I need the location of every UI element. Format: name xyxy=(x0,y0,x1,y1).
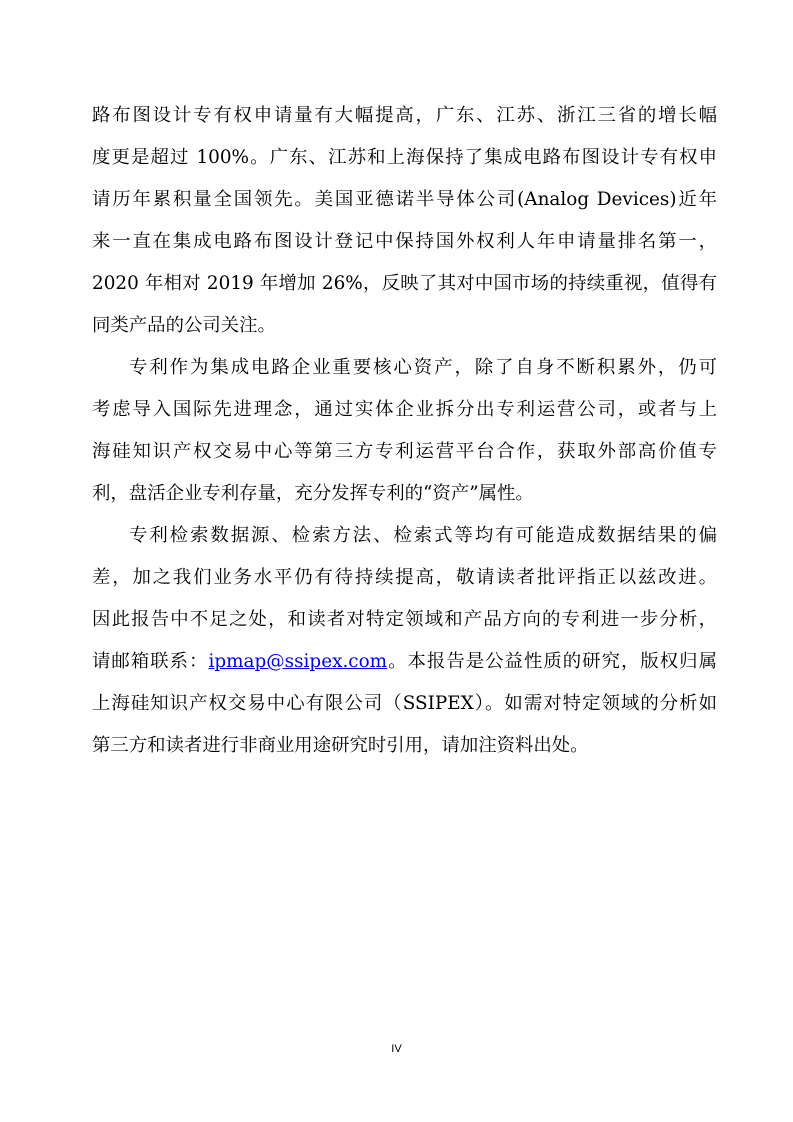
paragraph-2-line-1: 专利作为集成电路企业重要核心资产，除了自身不断积累外，仍可 xyxy=(129,357,717,378)
contact-prefix: 请邮箱联系： xyxy=(92,651,209,672)
paragraph-3-line-1: 专利检索数据源、检索方法、检索式等均有可能造成数据结果的偏 xyxy=(129,525,717,546)
paragraph-1-line-6: 同类产品的公司关注。 xyxy=(92,315,276,336)
paragraph-3-line-6: 第三方和读者进行非商业用途研究时引用，请加注资料出处。 xyxy=(92,735,589,756)
paragraph-3-line-4 xyxy=(92,650,717,674)
paragraph-2-line-2: 考虑导入国际先进理念，通过实体企业拆分出专利运营公司，或者与上 xyxy=(92,399,717,420)
paragraph-1-line-5: 2020 年相对 2019 年增加 26%，反映了其对中国市场的持续重视，值得有 xyxy=(92,273,717,294)
paragraph-1-line-2: 度更是超过 100%。广东、江苏和上海保持了集成电路布图设计专有权申 xyxy=(92,147,717,168)
paragraph-3-line-2: 差，加之我们业务水平仍有待持续提高，敬请读者批评指正以兹改进。 xyxy=(92,567,717,588)
contact-suffix: 。本报告是公益性质的研究，版权归属 xyxy=(387,651,717,672)
paragraph-1-line-1: 路布图设计专有权申请量有大幅提高，广东、江苏、浙江三省的增长幅 xyxy=(92,105,717,126)
paragraph-2-line-3: 海硅知识产权交易中心等第三方专利运营平台合作，获取外部高价值专 xyxy=(92,441,717,462)
paragraph-3-line-5: 上海硅知识产权交易中心有限公司（SSIPEX）。如需对特定领域的分析如 xyxy=(92,693,717,714)
paragraph-1-line-3: 请历年累积量全国领先。美国亚德诺半导体公司(Analog Devices)近年 xyxy=(92,189,717,210)
paragraph-2-line-4: 利，盘活企业专利存量，充分发挥专利的“资产”属性。 xyxy=(92,483,534,504)
paragraph-1-line-4: 来一直在集成电路布图设计登记中保持国外权利人年申请量排名第一， xyxy=(92,231,717,252)
email-link[interactable]: ipmap@ssipex.com xyxy=(208,651,388,672)
paragraph-3-line-3: 因此报告中不足之处，和读者对特定领域和产品方向的专利进一步分析， xyxy=(92,609,717,630)
page-number: IV xyxy=(391,1043,402,1055)
